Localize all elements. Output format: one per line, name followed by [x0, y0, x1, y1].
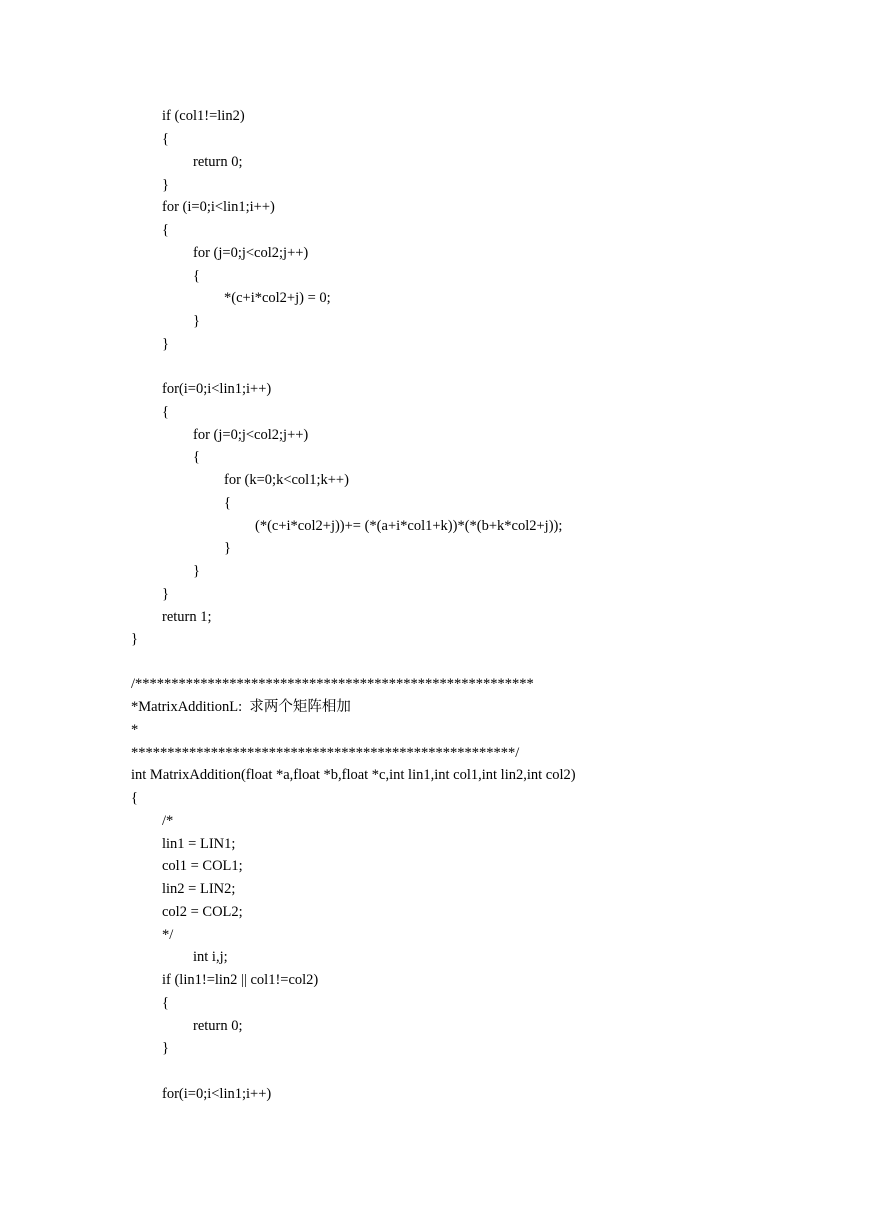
code-line: lin2 = LIN2; — [162, 881, 236, 897]
code-line: if (col1!=lin2) — [162, 108, 245, 124]
function-signature: int MatrixAddition(float *a,float *b,float *c,int lin1,int col1,int lin2,int col2) — [131, 767, 576, 783]
code-line: /* — [162, 813, 174, 829]
code-line: } — [162, 1040, 169, 1056]
code-line: */ — [162, 927, 174, 943]
comment-line: *****************************************************/ — [131, 745, 520, 761]
code-line: for (k=0;k<col1;k++) — [224, 472, 349, 488]
code-line: { — [162, 995, 169, 1011]
comment-line: * — [131, 722, 139, 738]
code-line: } — [162, 177, 169, 193]
code-line: { — [193, 449, 200, 465]
code-line: } — [131, 631, 138, 647]
code-line: int i,j; — [193, 949, 228, 965]
comment-line: /******************************************************* — [131, 676, 534, 692]
comment-line: *MatrixAdditionL: 求两个矩阵相加 — [131, 699, 351, 715]
code-line: for (j=0;j<col2;j++) — [193, 245, 309, 261]
code-line: (*(c+i*col2+j))+= (*(a+i*col1+k))*(*(b+k*col2+j)); — [255, 518, 563, 534]
code-line: { — [193, 268, 200, 284]
code-line: { — [162, 222, 169, 238]
code-line: for (i=0;i<lin1;i++) — [162, 199, 275, 215]
code-line: for (j=0;j<col2;j++) — [193, 427, 309, 443]
code-line: { — [131, 790, 138, 806]
code-line: } — [162, 336, 169, 352]
code-line: { — [162, 404, 169, 420]
code-line: for(i=0;i<lin1;i++) — [162, 381, 272, 397]
code-line: for(i=0;i<lin1;i++) — [162, 1086, 272, 1102]
code-line: return 1; — [162, 609, 212, 625]
code-line: return 0; — [193, 154, 243, 170]
code-line: lin1 = LIN1; — [162, 836, 236, 852]
code-line: return 0; — [193, 1018, 243, 1034]
code-line: *(c+i*col2+j) = 0; — [224, 290, 331, 306]
code-line: { — [224, 495, 231, 511]
code-line: } — [193, 313, 200, 329]
code-line: } — [162, 586, 169, 602]
code-line: { — [162, 131, 169, 147]
code-line: if (lin1!=lin2 || col1!=col2) — [162, 972, 319, 988]
code-line: } — [193, 563, 200, 579]
code-line: col2 = COL2; — [162, 904, 243, 920]
code-line: } — [224, 540, 231, 556]
code-line: col1 = COL1; — [162, 858, 243, 874]
